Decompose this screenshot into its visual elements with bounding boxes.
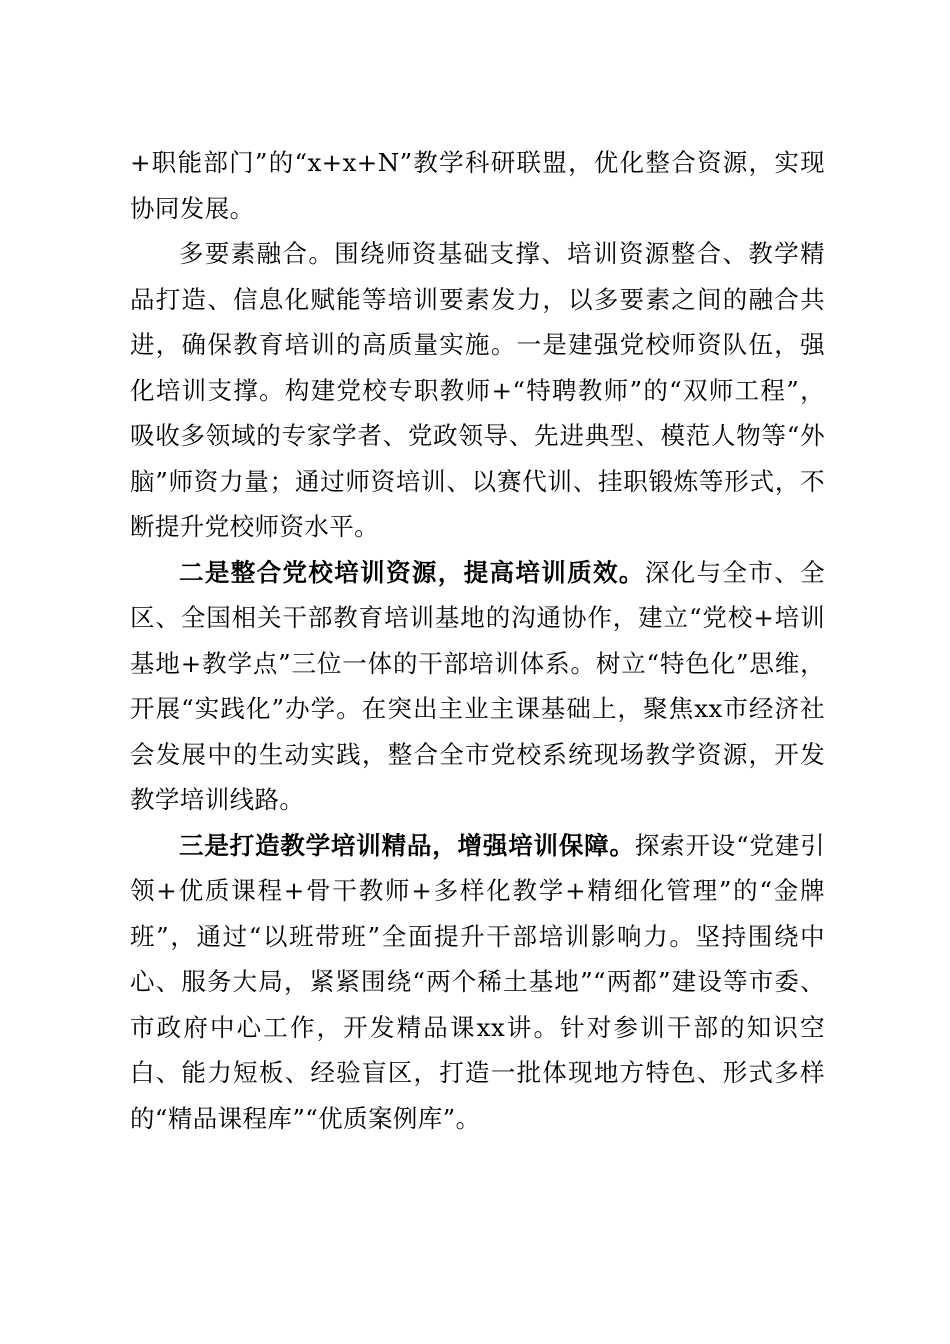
paragraph-2 [130,231,825,550]
paragraph-4 [130,823,825,1142]
paragraph-4-text: 探索开设“党建引领+优质课程+骨干教师+多样化教学+精细化管理”的“金牌班”，通过“以班带班”全面提升干部培训影响力。坚持围绕中心、服务大局，紧紧围绕“两个稀土基地”“两都”建设等市委、市政府中心工作，开发精品课xx讲。针对参训干部的知识空白、能力短板、经验盲区，打造一批体现地方特色、形式多样的“精品课程库”“优质案例库”。 [130,830,825,1133]
paragraph-1-text: +职能部门”的“x+x+N”教学科研联盟，优化整合资源，实现协同发展。 [130,148,825,223]
paragraph-3 [130,550,825,823]
paragraph-4-lead: 三是打造教学培训精品，增强培训保障。 [179,830,635,860]
paragraph-3-text: 深化与全市、全区、全国相关干部教育培训基地的沟通协作，建立“党校+培训基地+教学点”三位一体的干部培训体系。树立“特色化”思维，开展“实践化”办学。在突出主业主课基础上，聚焦xx市经济社会发展中的生动实践，整合全市党校系统现场教学资源，开发教学培训线路。 [130,557,825,814]
paragraph-1 [130,140,825,231]
document-body [130,140,825,1141]
paragraph-2-text: 多要素融合。围绕师资基础支撑、培训资源整合、教学精品打造、信息化赋能等培训要素发力，以多要素之间的融合共进，确保教育培训的高质量实施。一是建强党校师资队伍，强化培训支撑。构建党校专职教师+“特聘教师”的“双师工程”，吸收多领域的专家学者、党政领导、先进典型、模范人物等“外脑”师资力量；通过师资培训、以赛代训、挂职锻炼等形式，不断提升党校师资水平。 [130,239,825,541]
paragraph-3-lead: 二是整合党校培训资源，提高培训质效。 [179,557,645,587]
